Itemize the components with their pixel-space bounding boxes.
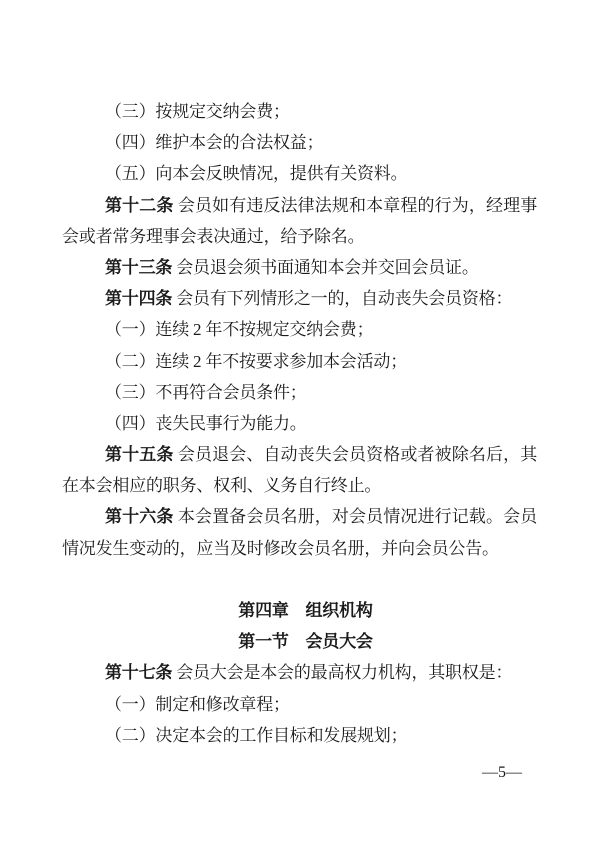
document-body	[62, 96, 537, 751]
document-line: （五）向本会反映情况，提供有关资料。	[105, 164, 408, 184]
document-line: 会或者常务理事会表决通过，给予除名。	[62, 226, 365, 246]
article-number: 第十三条	[105, 257, 173, 277]
document-line: （四）维护本会的合法权益；	[105, 133, 324, 153]
document-line: 在本会相应的职务、权利、义务自行终止。	[62, 476, 382, 496]
document-line: 情况发生变动的，应当及时修改会员名册，并向会员公告。	[62, 538, 499, 558]
section-heading: 第四章 组织机构	[238, 601, 373, 620]
article-number: 第十五条	[105, 445, 174, 465]
page-number: —5—	[482, 764, 522, 781]
document-line: 第十七条 会员大会是本会的最高权力机构，其职权是：	[105, 663, 513, 683]
article-number: 第十六条	[105, 507, 174, 527]
document-line: 第十五条 会员退会、自动丧失会员资格或者被除名后，其	[105, 445, 538, 465]
document-line: （四）丧失民事行为能力。	[105, 413, 307, 433]
document-line: （三）按规定交纳会费；	[105, 102, 290, 121]
blank-line	[62, 564, 537, 595]
document-line: （二）连续 2 年不按要求参加本会活动；	[105, 351, 407, 371]
document-line: 第十四条 会员有下列情形之一的，自动丧失会员资格：	[105, 289, 513, 309]
article-number: 第十四条	[105, 289, 173, 309]
document-line: （一）制定和修改章程；	[105, 694, 290, 714]
document-line: 第十六条 本会置备会员名册，对会员情况进行记载。会员	[105, 507, 538, 527]
document-line: （三）不再符合会员条件；	[105, 382, 307, 402]
article-number: 第十七条	[105, 663, 173, 683]
document-line: （二）决定本会的工作目标和发展规划；	[105, 725, 408, 745]
article-number: 第十二条	[105, 195, 174, 215]
document-line: 第十二条 会员如有违反法律法规和本章程的行为，经理事	[105, 195, 538, 215]
section-heading: 第一节 会员大会	[238, 632, 373, 652]
document-line: 第十三条 会员退会须书面通知本会并交回会员证。	[105, 257, 479, 277]
document-line: （一）连续 2 年不按规定交纳会费；	[105, 320, 374, 340]
